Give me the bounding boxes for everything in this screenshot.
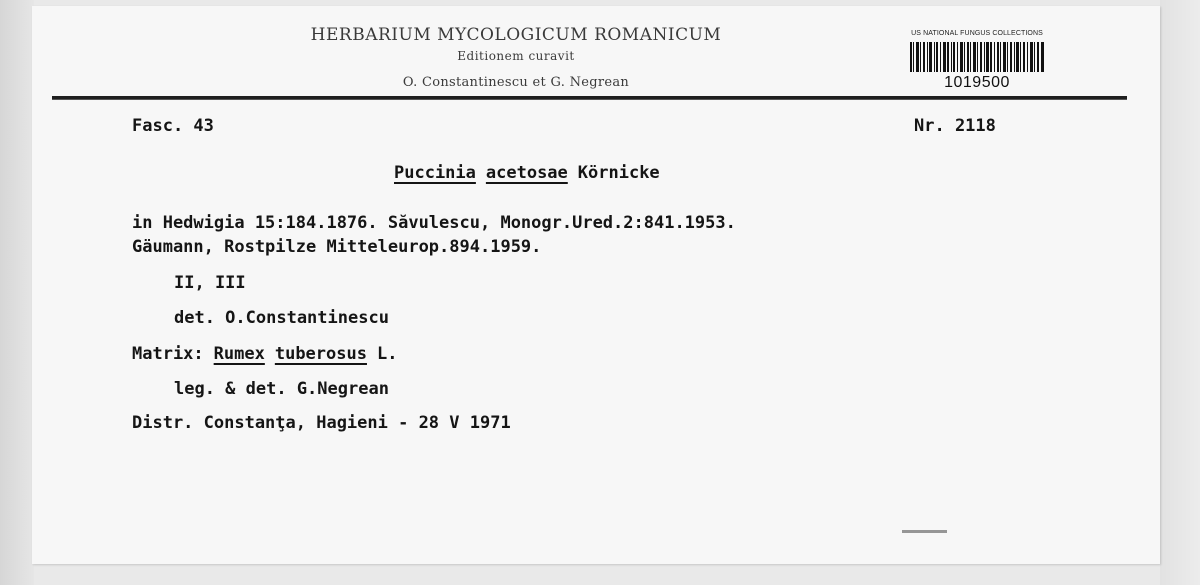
species-epithet: acetosae — [485, 163, 568, 183]
matrix-author: L. — [376, 344, 398, 364]
collector: leg. & det. G.Negrean — [174, 379, 389, 399]
species-author: Körnicke — [577, 163, 660, 183]
edition-line: Editionem curavit — [457, 49, 575, 63]
species-genus: Puccinia — [394, 163, 476, 183]
barcode-icon — [910, 42, 1044, 72]
scan-mark — [902, 530, 947, 533]
spore-stages: II, III — [174, 273, 246, 293]
locality: Distr. Constanţa, Hagieni - 28 V 1971 — [132, 413, 511, 433]
editors-line: O. Constantinescu et G. Negrean — [402, 75, 630, 90]
citation-line-1: in Hedwigia 15:184.1876. Săvulescu, Monogr.Ured.2:841.1953. — [132, 213, 736, 233]
exsiccata-number: Nr. 2118 — [914, 116, 996, 136]
herbarium-label — [32, 6, 1160, 564]
header-divider — [52, 96, 1127, 100]
determiner: det. O.Constantinescu — [174, 308, 389, 328]
barcode-number: 1019500 — [944, 74, 1010, 91]
herbarium-title: HERBARIUM MYCOLOGICUM ROMANICUM — [310, 25, 722, 45]
fascicle-number: Fasc. 43 — [132, 116, 214, 136]
citation-line-2: Gäumann, Rostpilze Mitteleurop.894.1959. — [132, 237, 542, 257]
scan-background-right — [1160, 0, 1200, 585]
matrix-line — [132, 344, 397, 364]
barcode-caption: US NATIONAL FUNGUS COLLECTIONS — [911, 30, 1043, 37]
matrix-genus: Rumex — [213, 344, 265, 364]
barcode-label — [906, 30, 1048, 92]
matrix-epithet: tuberosus — [274, 344, 367, 364]
species-name — [394, 163, 660, 183]
matrix-prefix: Matrix: — [132, 344, 204, 364]
